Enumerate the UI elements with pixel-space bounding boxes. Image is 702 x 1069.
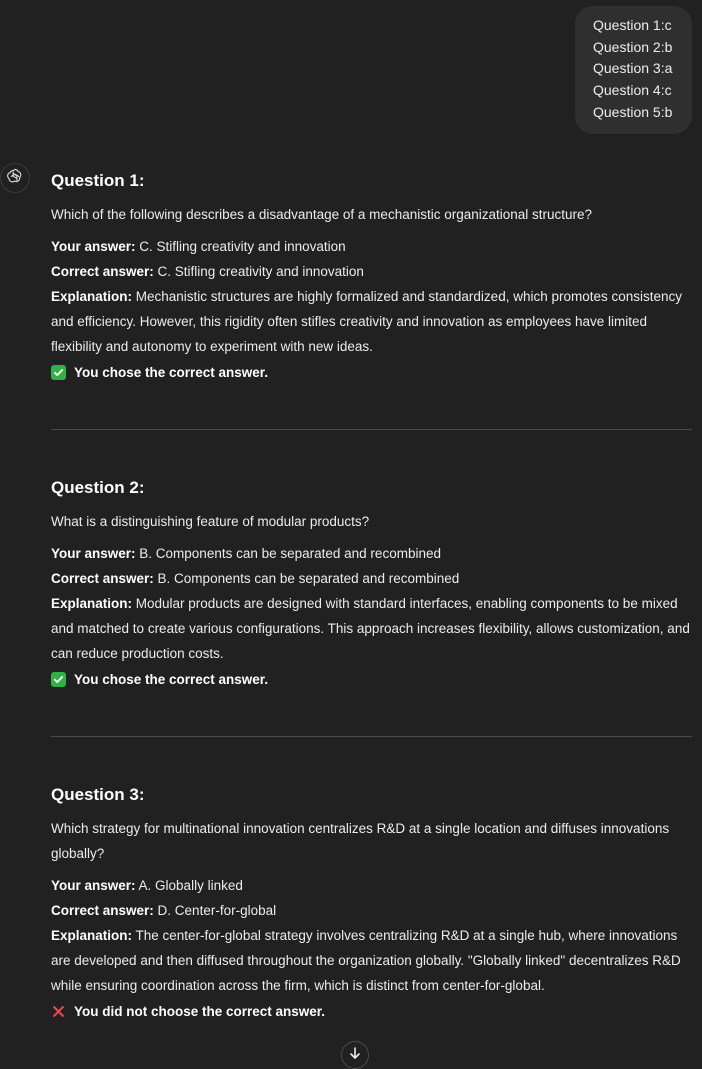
correct-answer-value: C. Stifling creativity and innovation: [153, 264, 364, 279]
verdict-text: You did not choose the correct answer.: [74, 1004, 326, 1019]
explanation-label: Explanation:: [51, 928, 133, 943]
user-message-line: Question 5:b: [593, 103, 673, 120]
arrow-down-icon: [348, 1046, 362, 1065]
openai-logo-icon: [6, 167, 24, 190]
your-answer-row: [51, 873, 692, 898]
question-text: Which of the following describes a disadvantage of a mechanistic organizational structure?: [51, 207, 593, 222]
explanation-row: [51, 923, 692, 998]
explanation-text: Modular products are designed with standard interfaces, enabling components to be mixed and matched to create various configurations. This approach increases flexibility, allows customization, and can reduce production costs.: [51, 596, 690, 661]
your-answer-row: [51, 234, 692, 259]
explanation-text: The center-for-global strategy involves centralizing R&D at a single hub, where innovations are developed and then diffused throughout the organization globally. "Globally linked" decentralizes R&D while ensuring coordination across the firm, which is distinct from center-for-global.: [51, 928, 681, 993]
user-message-line: Question 2:b: [593, 38, 673, 55]
your-answer-value: C. Stifling creativity and innovation: [135, 239, 346, 254]
cross-mark-icon: [51, 1004, 66, 1019]
assistant-avatar: [0, 163, 30, 193]
check-mark-icon: [51, 365, 66, 380]
explanation-row: [51, 284, 692, 359]
your-answer-label: Your answer:: [51, 878, 136, 893]
correct-answer-value: D. Center-for-global: [153, 903, 277, 918]
user-message-line: Question 1:c: [593, 17, 672, 33]
verdict-text: You chose the correct answer.: [74, 672, 269, 687]
question-section: [51, 168, 692, 385]
verdict: [51, 999, 692, 1024]
verdict-text: You chose the correct answer.: [74, 365, 269, 380]
correct-answer-label: Correct answer:: [51, 903, 154, 918]
question-title: Question 2:: [51, 478, 145, 497]
correct-answer-row: [51, 259, 692, 284]
question-section: [51, 475, 692, 692]
user-message-line: Question 4:c: [593, 82, 672, 99]
your-answer-label: Your answer:: [51, 239, 136, 254]
explanation-label: Explanation:: [51, 596, 133, 611]
your-answer-row: [51, 541, 692, 566]
explanation-label: Explanation:: [51, 289, 133, 304]
explanation-text: Mechanistic structures are highly formalized and standardized, which promotes consistency and efficiency. However, this rigidity often stifles creativity and innovation as employees have limited flexibility and autonomy to experiment with new ideas.: [51, 289, 683, 354]
section-divider: [51, 736, 692, 737]
verdict: [51, 667, 692, 692]
explanation-row: [51, 591, 692, 666]
question-section: [51, 782, 692, 1024]
correct-answer-label: Correct answer:: [51, 264, 154, 279]
section-divider: [51, 429, 692, 430]
correct-answer-value: B. Components can be separated and recombined: [153, 571, 460, 586]
correct-answer-row: [51, 898, 692, 923]
question-title: Question 1:: [51, 171, 145, 190]
correct-answer-row: [51, 566, 692, 591]
your-answer-value: A. Globally linked: [135, 878, 243, 893]
user-message-line: Question 3:a: [593, 60, 673, 77]
user-message-bubble: [575, 6, 692, 134]
question-text: Which strategy for multinational innovation centralizes R&D at a single location and diffuses innovations globally?: [51, 821, 670, 861]
question-text: What is a distinguishing feature of modular products?: [51, 514, 370, 529]
check-mark-icon: [51, 672, 66, 687]
scroll-to-bottom-button[interactable]: [341, 1041, 369, 1069]
correct-answer-label: Correct answer:: [51, 571, 154, 586]
question-title: Question 3:: [51, 785, 145, 804]
your-answer-label: Your answer:: [51, 546, 136, 561]
your-answer-value: B. Components can be separated and recombined: [135, 546, 441, 561]
verdict: [51, 360, 692, 385]
